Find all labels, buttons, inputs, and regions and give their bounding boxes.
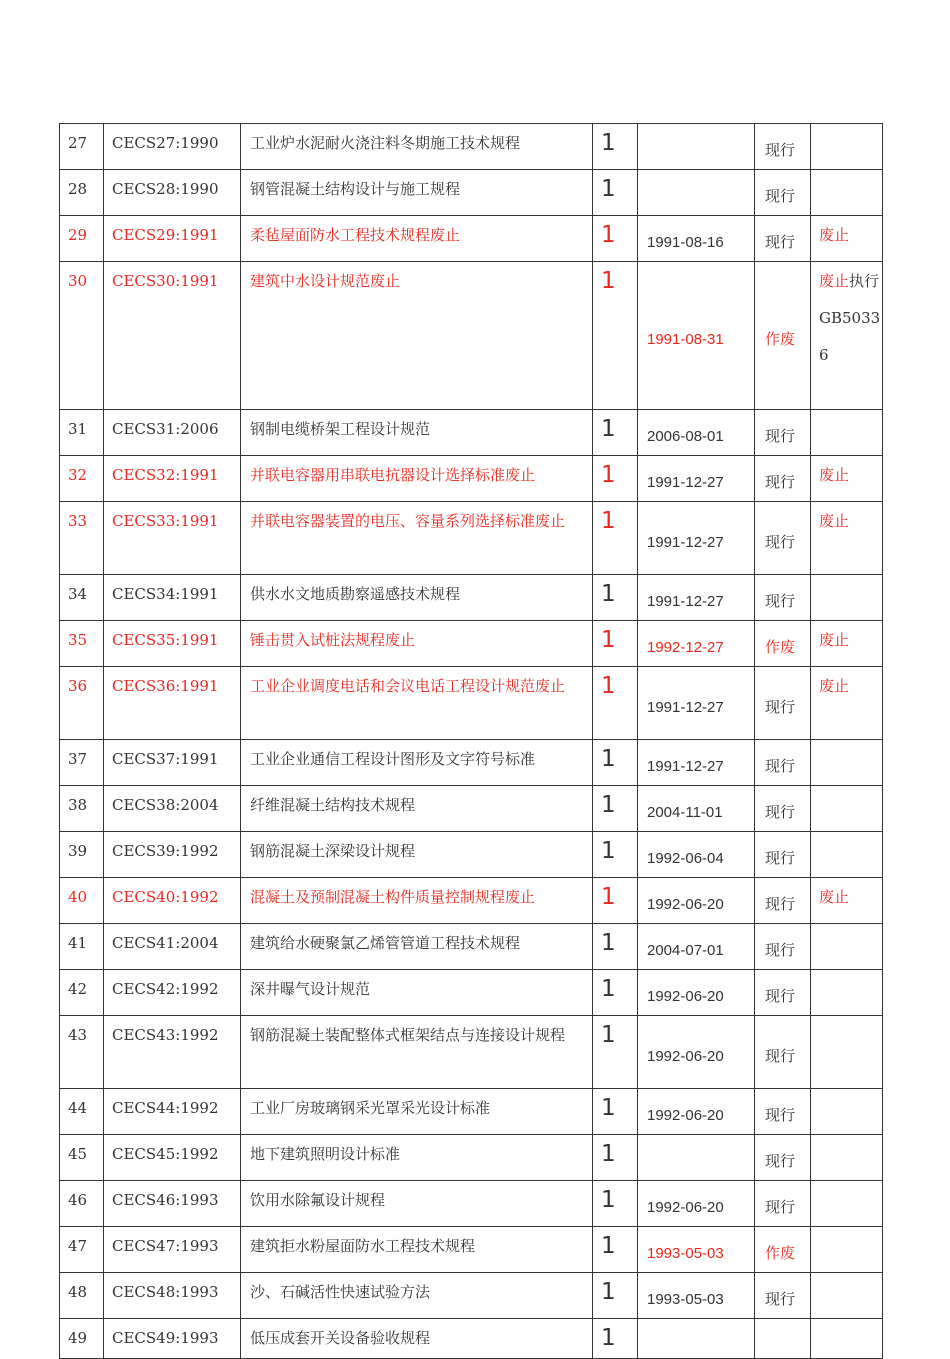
status-cell: 现行 xyxy=(755,878,811,924)
row-number: 31 xyxy=(60,410,104,456)
standard-name: 建筑拒水粉屋面防水工程技术规程 xyxy=(241,1227,593,1273)
remark-cell xyxy=(811,575,883,621)
status-cell: 现行 xyxy=(755,1273,811,1319)
table-row xyxy=(60,502,883,575)
remark-abolished: 废止 xyxy=(819,272,850,290)
standards-table xyxy=(59,123,883,1359)
standard-code: CECS49:1993 xyxy=(104,1319,241,1359)
copy-count: 1 xyxy=(593,1319,638,1359)
copy-count: 1 xyxy=(593,1135,638,1181)
table-row xyxy=(60,1016,883,1089)
standard-code: CECS29:1991 xyxy=(104,216,241,262)
status-cell: 现行 xyxy=(755,1089,811,1135)
status-cell: 现行 xyxy=(755,216,811,262)
row-number: 30 xyxy=(60,262,104,410)
row-number: 43 xyxy=(60,1016,104,1089)
standard-name: 钢制电缆桥架工程设计规范 xyxy=(241,410,593,456)
standard-code: CECS27:1990 xyxy=(104,124,241,170)
table-row xyxy=(60,1089,883,1135)
standard-name: 地下建筑照明设计标准 xyxy=(241,1135,593,1181)
status-cell: 作废 xyxy=(755,1227,811,1273)
standard-code: CECS28:1990 xyxy=(104,170,241,216)
row-number: 49 xyxy=(60,1319,104,1359)
row-number: 44 xyxy=(60,1089,104,1135)
copy-count: 1 xyxy=(593,575,638,621)
standard-code: CECS36:1991 xyxy=(104,667,241,740)
table-row xyxy=(60,667,883,740)
status-cell: 现行 xyxy=(755,970,811,1016)
row-number: 42 xyxy=(60,970,104,1016)
remark-cell xyxy=(811,970,883,1016)
standard-code: CECS39:1992 xyxy=(104,832,241,878)
remark-cell xyxy=(811,924,883,970)
table-row xyxy=(60,1273,883,1319)
standard-name: 并联电容器装置的电压、容量系列选择标准废止 xyxy=(241,502,593,575)
status-cell: 现行 xyxy=(755,456,811,502)
standard-name: 钢筋混凝土装配整体式框架结点与连接设计规程 xyxy=(241,1016,593,1089)
copy-count: 1 xyxy=(593,1089,638,1135)
effective-date: 2006-08-01 xyxy=(638,410,755,456)
status-cell: 现行 xyxy=(755,170,811,216)
row-number: 28 xyxy=(60,170,104,216)
row-number: 32 xyxy=(60,456,104,502)
remark-cell xyxy=(811,1181,883,1227)
standard-code: CECS31:2006 xyxy=(104,410,241,456)
table-row xyxy=(60,1227,883,1273)
effective-date: 1991-12-27 xyxy=(638,456,755,502)
status-cell: 现行 xyxy=(755,667,811,740)
standard-name: 混凝土及预制混凝土构件质量控制规程废止 xyxy=(241,878,593,924)
status-cell: 作废 xyxy=(755,621,811,667)
row-number: 45 xyxy=(60,1135,104,1181)
table-row xyxy=(60,170,883,216)
table-row xyxy=(60,970,883,1016)
standard-code: CECS33:1991 xyxy=(104,502,241,575)
remark-replacement: 执行GB50336 xyxy=(819,272,881,364)
status-cell: 现行 xyxy=(755,410,811,456)
status-cell: 现行 xyxy=(755,786,811,832)
standard-name: 建筑中水设计规范废止 xyxy=(241,262,593,410)
standard-code: CECS32:1991 xyxy=(104,456,241,502)
effective-date: 1991-12-27 xyxy=(638,575,755,621)
standard-name: 低压成套开关设备验收规程 xyxy=(241,1319,593,1359)
standard-name: 沙、石碱活性快速试验方法 xyxy=(241,1273,593,1319)
table-row xyxy=(60,1135,883,1181)
copy-count: 1 xyxy=(593,970,638,1016)
standard-code: CECS42:1992 xyxy=(104,970,241,1016)
copy-count: 1 xyxy=(593,410,638,456)
copy-count: 1 xyxy=(593,456,638,502)
row-number: 47 xyxy=(60,1227,104,1273)
standard-code: CECS43:1992 xyxy=(104,1016,241,1089)
remark-cell xyxy=(811,740,883,786)
remark-cell xyxy=(811,262,883,410)
table-row xyxy=(60,1181,883,1227)
effective-date: 1992-06-20 xyxy=(638,1181,755,1227)
row-number: 36 xyxy=(60,667,104,740)
copy-count: 1 xyxy=(593,216,638,262)
effective-date xyxy=(638,124,755,170)
status-cell: 现行 xyxy=(755,124,811,170)
remark-cell xyxy=(811,832,883,878)
table-row xyxy=(60,832,883,878)
table-row xyxy=(60,575,883,621)
standard-name: 工业厂房玻璃钢采光罩采光设计标准 xyxy=(241,1089,593,1135)
remark-cell xyxy=(811,410,883,456)
copy-count: 1 xyxy=(593,786,638,832)
effective-date: 1992-06-20 xyxy=(638,970,755,1016)
status-cell: 现行 xyxy=(755,832,811,878)
standard-name: 钢筋混凝土深梁设计规程 xyxy=(241,832,593,878)
table-row xyxy=(60,124,883,170)
row-number: 27 xyxy=(60,124,104,170)
remark-cell: 废止 xyxy=(811,621,883,667)
copy-count: 1 xyxy=(593,1016,638,1089)
status-cell: 现行 xyxy=(755,924,811,970)
remark-cell: 废止 xyxy=(811,667,883,740)
table-row xyxy=(60,1319,883,1359)
effective-date: 1993-05-03 xyxy=(638,1227,755,1273)
standard-name: 供水水文地质勘察遥感技术规程 xyxy=(241,575,593,621)
remark-cell xyxy=(811,124,883,170)
status-cell: 现行 xyxy=(755,740,811,786)
effective-date xyxy=(638,1319,755,1359)
status-cell: 现行 xyxy=(755,1181,811,1227)
row-number: 46 xyxy=(60,1181,104,1227)
standard-code: CECS47:1993 xyxy=(104,1227,241,1273)
status-cell: 现行 xyxy=(755,575,811,621)
remark-cell xyxy=(811,170,883,216)
copy-count: 1 xyxy=(593,1227,638,1273)
effective-date: 1991-08-16 xyxy=(638,216,755,262)
copy-count: 1 xyxy=(593,924,638,970)
standard-code: CECS37:1991 xyxy=(104,740,241,786)
row-number: 41 xyxy=(60,924,104,970)
table-row xyxy=(60,878,883,924)
standard-code: CECS46:1993 xyxy=(104,1181,241,1227)
copy-count: 1 xyxy=(593,262,638,410)
standard-code: CECS38:2004 xyxy=(104,786,241,832)
copy-count: 1 xyxy=(593,502,638,575)
standard-code: CECS34:1991 xyxy=(104,575,241,621)
remark-cell xyxy=(811,1089,883,1135)
effective-date xyxy=(638,170,755,216)
row-number: 37 xyxy=(60,740,104,786)
standard-name: 锤击贯入试桩法规程废止 xyxy=(241,621,593,667)
row-number: 29 xyxy=(60,216,104,262)
copy-count: 1 xyxy=(593,832,638,878)
standard-code: CECS45:1992 xyxy=(104,1135,241,1181)
standard-code: CECS41:2004 xyxy=(104,924,241,970)
table-row xyxy=(60,740,883,786)
standard-code: CECS40:1992 xyxy=(104,878,241,924)
effective-date: 1991-08-31 xyxy=(638,262,755,410)
remark-cell xyxy=(811,1273,883,1319)
effective-date: 1992-12-27 xyxy=(638,621,755,667)
standard-name: 深井曝气设计规范 xyxy=(241,970,593,1016)
effective-date: 1991-12-27 xyxy=(638,740,755,786)
standard-name: 工业企业调度电话和会议电话工程设计规范废止 xyxy=(241,667,593,740)
row-number: 38 xyxy=(60,786,104,832)
copy-count: 1 xyxy=(593,1181,638,1227)
remark-cell: 废止 xyxy=(811,216,883,262)
effective-date: 1992-06-20 xyxy=(638,878,755,924)
table-body xyxy=(60,124,883,1359)
table-row xyxy=(60,262,883,410)
copy-count: 1 xyxy=(593,878,638,924)
standard-code: CECS44:1992 xyxy=(104,1089,241,1135)
copy-count: 1 xyxy=(593,667,638,740)
standard-code: CECS35:1991 xyxy=(104,621,241,667)
effective-date: 1991-12-27 xyxy=(638,667,755,740)
row-number: 34 xyxy=(60,575,104,621)
table-row xyxy=(60,410,883,456)
status-cell: 现行 xyxy=(755,1135,811,1181)
status-cell: 现行 xyxy=(755,1016,811,1089)
standard-code: CECS30:1991 xyxy=(104,262,241,410)
status-cell xyxy=(755,1319,811,1359)
standard-name: 钢管混凝土结构设计与施工规程 xyxy=(241,170,593,216)
row-number: 35 xyxy=(60,621,104,667)
copy-count: 1 xyxy=(593,124,638,170)
effective-date: 1991-12-27 xyxy=(638,502,755,575)
status-cell: 现行 xyxy=(755,502,811,575)
row-number: 39 xyxy=(60,832,104,878)
copy-count: 1 xyxy=(593,740,638,786)
copy-count: 1 xyxy=(593,621,638,667)
effective-date: 1992-06-20 xyxy=(638,1089,755,1135)
effective-date: 2004-07-01 xyxy=(638,924,755,970)
remark-cell xyxy=(811,1135,883,1181)
status-cell: 作废 xyxy=(755,262,811,410)
row-number: 40 xyxy=(60,878,104,924)
remark-cell xyxy=(811,786,883,832)
table-row xyxy=(60,456,883,502)
standard-name: 饮用水除氟设计规程 xyxy=(241,1181,593,1227)
remark-cell xyxy=(811,1319,883,1359)
remark-cell: 废止 xyxy=(811,502,883,575)
remark-cell xyxy=(811,1016,883,1089)
table-row xyxy=(60,216,883,262)
row-number: 48 xyxy=(60,1273,104,1319)
copy-count: 1 xyxy=(593,1273,638,1319)
table-row xyxy=(60,621,883,667)
row-number: 33 xyxy=(60,502,104,575)
table-row xyxy=(60,924,883,970)
remark-cell: 废止 xyxy=(811,878,883,924)
standard-name: 纤维混凝土结构技术规程 xyxy=(241,786,593,832)
remark-cell xyxy=(811,1227,883,1273)
effective-date: 2004-11-01 xyxy=(638,786,755,832)
standard-code: CECS48:1993 xyxy=(104,1273,241,1319)
standard-name: 建筑给水硬聚氯乙烯管管道工程技术规程 xyxy=(241,924,593,970)
standard-name: 工业炉水泥耐火浇注料冬期施工技术规程 xyxy=(241,124,593,170)
copy-count: 1 xyxy=(593,170,638,216)
effective-date: 1992-06-04 xyxy=(638,832,755,878)
effective-date: 1993-05-03 xyxy=(638,1273,755,1319)
standard-name: 工业企业通信工程设计图形及文字符号标准 xyxy=(241,740,593,786)
standard-name: 并联电容器用串联电抗器设计选择标准废止 xyxy=(241,456,593,502)
effective-date xyxy=(638,1135,755,1181)
effective-date: 1992-06-20 xyxy=(638,1016,755,1089)
remark-cell: 废止 xyxy=(811,456,883,502)
table-row xyxy=(60,786,883,832)
standard-name: 柔毡屋面防水工程技术规程废止 xyxy=(241,216,593,262)
